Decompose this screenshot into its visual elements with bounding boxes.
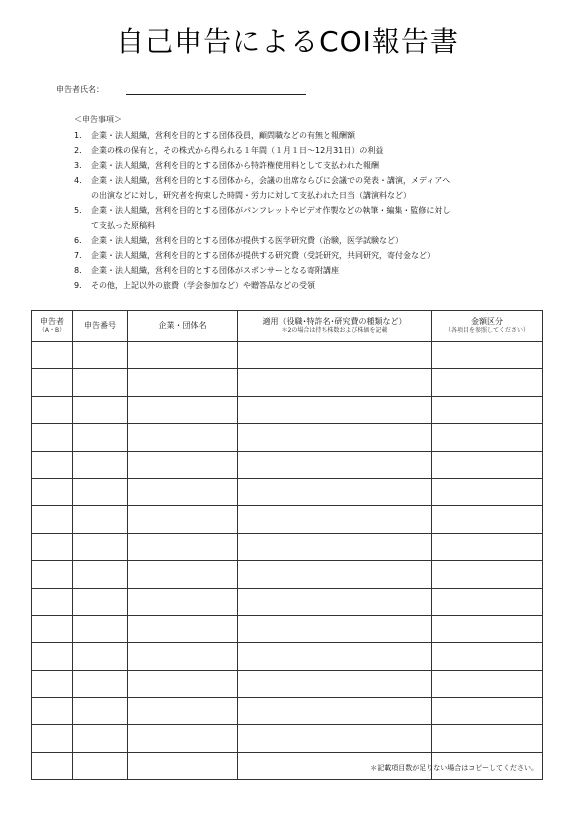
table-cell[interactable] [128,698,238,725]
table-cell[interactable] [32,643,73,670]
coi-table [31,310,543,780]
declaration-item-line [74,203,544,218]
table-cell[interactable] [73,752,128,779]
column-header [73,311,128,342]
table-cell[interactable] [238,451,432,478]
table-cell[interactable] [432,396,543,423]
table-cell[interactable] [32,561,73,588]
column-header [432,311,543,342]
declaration-item-line [74,128,544,143]
item-number: 4． [74,176,88,185]
table-cell[interactable] [128,369,238,396]
item-number: 3． [74,161,88,170]
table-cell[interactable] [128,478,238,505]
table-cell[interactable] [432,588,543,615]
table-header-row [32,311,543,342]
table-cell[interactable] [432,533,543,560]
table-row [32,698,543,725]
table-cell[interactable] [128,725,238,752]
table-cell[interactable] [128,615,238,642]
table-cell[interactable] [73,670,128,697]
table-cell[interactable] [128,533,238,560]
table-cell[interactable] [32,396,73,423]
table-cell[interactable] [73,698,128,725]
table-cell[interactable] [32,424,73,451]
table-cell[interactable] [73,561,128,588]
table-cell[interactable] [128,451,238,478]
table-cell[interactable] [128,752,238,779]
table-row [32,533,543,560]
declaration-item-line [74,278,544,293]
table-cell[interactable] [128,561,238,588]
table-cell[interactable] [73,451,128,478]
column-header-label: 適用（役職･特許名･研究費の種類など） [262,317,407,326]
table-cell[interactable] [128,588,238,615]
table-row [32,451,543,478]
table-row [32,615,543,642]
table-cell[interactable] [238,561,432,588]
declaration-items-list [74,128,544,293]
table-cell[interactable] [128,396,238,423]
footnote: ＊記載項目数が足りない場合はコピーしてください。 [370,764,538,772]
table-cell[interactable] [432,369,543,396]
item-text: 企業・法人組織，営利を目的とする団体から特許権使用料として支払われた報酬 [91,161,379,170]
table-row [32,424,543,451]
column-header-note: ＊2の場合は持ち株数および株価を記載 [281,327,388,334]
item-number: 5． [74,206,88,215]
column-header-label: 金額区分 [471,317,503,326]
table-cell[interactable] [73,588,128,615]
table-cell[interactable] [238,396,432,423]
table-cell[interactable] [128,342,238,369]
table-cell[interactable] [432,342,543,369]
item-text: その他，上記以外の旅費（学会参加など）や贈答品などの受領 [91,281,315,290]
item-number: 7． [74,251,88,260]
table-cell[interactable] [73,424,128,451]
column-header [128,311,238,342]
declarant-name-line[interactable] [126,94,306,95]
table-cell[interactable] [432,643,543,670]
declaration-item-line [74,248,544,263]
column-header-label: 申告者 [40,317,64,326]
table-cell[interactable] [32,588,73,615]
declaration-item-line [74,158,544,173]
table-cell[interactable] [238,369,432,396]
item-number: 6． [74,236,88,245]
table-cell[interactable] [238,588,432,615]
item-text: 企業・法人組織，営利を目的とする団体が提供する医学研究費（治験，医学試験など） [91,236,403,245]
table-cell[interactable] [32,451,73,478]
table-cell[interactable] [128,643,238,670]
table-cell[interactable] [432,615,543,642]
table-cell[interactable] [73,615,128,642]
item-text: 企業・法人組織，営利を目的とする団体から，会議の出席ならびに会議での発表・講演，メディアへ [91,176,451,185]
column-header-note: （各項目を参照してください） [444,327,529,334]
column-header-label: 申告番号 [84,321,116,330]
table-cell[interactable] [432,451,543,478]
table-cell[interactable] [238,424,432,451]
item-number: 1． [74,131,88,140]
table-cell[interactable] [73,342,128,369]
declaration-item-line [74,263,544,278]
item-text: 企業・法人組織，営利を目的とする団体がパンフレットやビデオ作製などの執筆・編集・監修に対し [91,206,451,215]
item-text: 企業・法人組織，営利を目的とする団体が提供する研究費（受託研究，共同研究，寄付金など） [91,251,435,260]
table-cell[interactable] [128,424,238,451]
table-cell[interactable] [238,670,432,697]
table-cell[interactable] [32,533,73,560]
table-cell[interactable] [128,506,238,533]
table-cell[interactable] [128,670,238,697]
table-cell[interactable] [32,698,73,725]
declaration-item-line [74,218,544,233]
declaration-item-line [74,188,544,203]
table-cell[interactable] [73,396,128,423]
table-cell[interactable] [432,698,543,725]
table-cell[interactable] [32,478,73,505]
item-text: 企業の株の保有と，その株式から得られる１年間（１月１日～12月31日）の利益 [91,146,384,155]
table-cell[interactable] [238,506,432,533]
table-cell[interactable] [432,561,543,588]
table-cell[interactable] [32,725,73,752]
table-cell[interactable] [432,478,543,505]
item-text: の出演などに対し，研究者を拘束した時間・労力に対して支払われた日当（講演料など） [91,191,411,200]
declaration-item-line [74,173,544,188]
table-row [32,369,543,396]
table-cell[interactable] [238,698,432,725]
table-row [32,670,543,697]
table-cell[interactable] [73,643,128,670]
table-cell[interactable] [32,670,73,697]
item-text: 企業・法人組織，営利を目的とする団体がスポンサーとなる寄附講座 [91,266,339,275]
declaration-item-line [74,143,544,158]
item-text: て支払った原稿料 [91,221,155,230]
column-header [238,311,432,342]
page-title: 自己申告によるCOI報告書 [116,25,459,58]
table-cell[interactable] [73,533,128,560]
table-cell[interactable] [32,752,73,779]
table-cell[interactable] [32,369,73,396]
table-row [32,342,543,369]
table-cell[interactable] [238,643,432,670]
table-cell[interactable] [238,615,432,642]
table-cell[interactable] [432,725,543,752]
table-cell[interactable] [73,369,128,396]
item-number: 8． [74,266,88,275]
item-number: 2． [74,146,88,155]
table-row [32,506,543,533]
table-row [32,643,543,670]
table-row [32,588,543,615]
item-text: 企業・法人組織，営利を目的とする団体役員，顧問職などの有無と報酬額 [91,131,355,140]
item-number: 9． [74,281,88,290]
table-cell[interactable] [432,424,543,451]
table-cell[interactable] [432,670,543,697]
table-row [32,725,543,752]
column-header-note: （A・B） [38,327,66,334]
table-cell[interactable] [432,506,543,533]
table-cell[interactable] [73,725,128,752]
table-cell[interactable] [73,478,128,505]
table-body [32,342,543,780]
table-cell[interactable] [73,506,128,533]
column-header-label: 企業・団体名 [158,321,207,330]
table-row [32,478,543,505]
table-cell[interactable] [238,725,432,752]
table-cell[interactable] [32,506,73,533]
declaration-item-line [74,233,544,248]
column-header [32,311,73,342]
table-cell[interactable] [32,615,73,642]
table-cell[interactable] [32,342,73,369]
table-row [32,561,543,588]
table-cell[interactable] [238,478,432,505]
declarant-name-label: 申告者氏名： [56,85,104,94]
items-header: ＜申告事項＞ [74,115,122,124]
table-cell[interactable] [238,342,432,369]
table-row [32,396,543,423]
table-cell[interactable] [238,533,432,560]
